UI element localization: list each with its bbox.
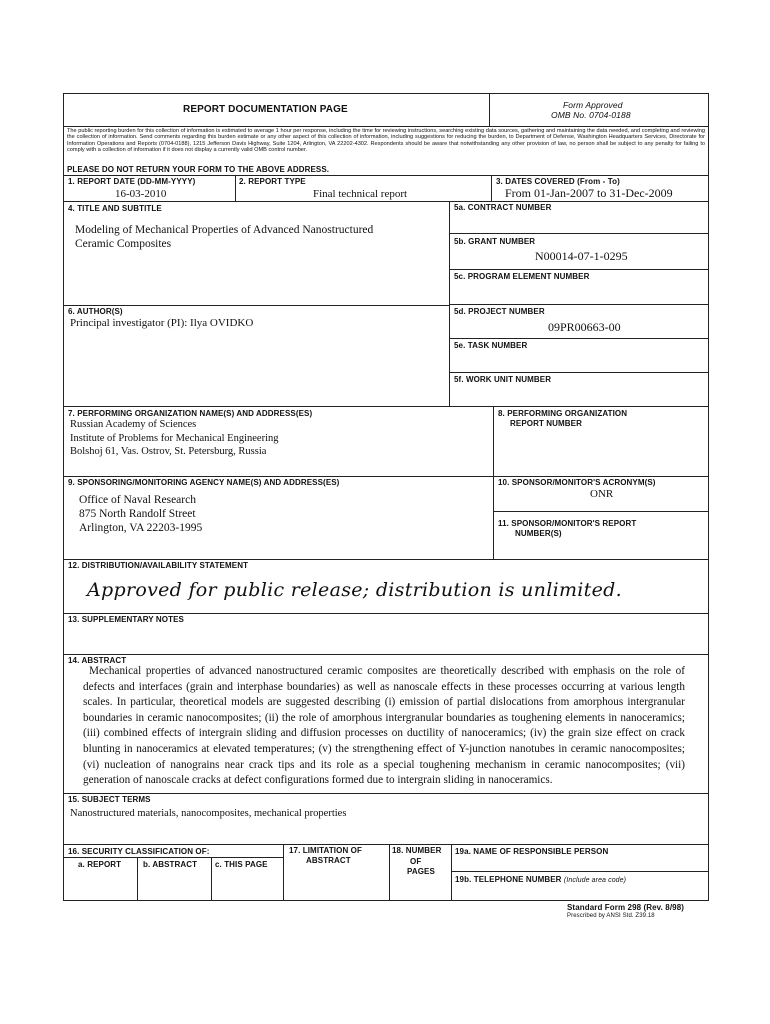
work-unit-label: 5f. WORK UNIT NUMBER (454, 375, 552, 384)
report-date-label: 1. REPORT DATE (DD-MM-YYYY) (68, 177, 196, 186)
project-number-value: 09PR00663-00 (548, 320, 621, 334)
responsible-person-label: 19a. NAME OF RESPONSIBLE PERSON (455, 847, 609, 856)
page-title: REPORT DOCUMENTATION PAGE (183, 104, 348, 115)
distribution-label: 12. DISTRIBUTION/AVAILABILITY STATEMENT (68, 561, 249, 570)
please-note: PLEASE DO NOT RETURN YOUR FORM TO THE ABOVE ADDRESS. (67, 165, 330, 174)
subject-terms-label: 15. SUBJECT TERMS (68, 795, 151, 804)
standard-form: Standard Form 298 (Rev. 8/98) (567, 903, 685, 912)
form-approved: Form Approved (563, 100, 623, 110)
authors-label: 6. AUTHOR(S) (68, 307, 123, 316)
performing-org-line-1: Russian Academy of Sciences (70, 419, 197, 430)
task-number-label: 5e. TASK NUMBER (454, 341, 528, 350)
grant-number-label: 5b. GRANT NUMBER (454, 237, 536, 246)
prescribed-by: Prescribed by ANSI Std. Z39.18 (567, 913, 655, 919)
dates-covered-label: 3. DATES COVERED (From - To) (496, 177, 620, 186)
limitation-label-1: 17. LIMITATION OF (289, 846, 362, 855)
title-label: 4. TITLE AND SUBTITLE (68, 204, 162, 213)
omb-number: OMB No. 0704-0188 (551, 110, 631, 120)
monitor-report-label-2: NUMBER(S) (515, 529, 562, 538)
sponsor-line-3: Arlington, VA 22203-1995 (79, 522, 203, 534)
performing-org-label: 7. PERFORMING ORGANIZATION NAME(S) AND ADDRESS(ES) (68, 409, 313, 418)
title-line-2: Ceramic Composites (75, 238, 172, 250)
performing-report-label-1: 8. PERFORMING ORGANIZATION (498, 409, 628, 418)
performing-org-line-3: Bolshoj 61, Vas. Ostrov, St. Petersburg, Russia (70, 446, 267, 457)
program-element-label: 5c. PROGRAM ELEMENT NUMBER (454, 272, 590, 281)
pages-label-2: OF (410, 857, 422, 866)
subject-terms-value: Nanostructured materials, nanocomposites, mechanical properties (70, 808, 347, 819)
report-type-value: Final technical report (313, 188, 408, 200)
performing-org-line-2: Institute of Problems for Mechanical Engineering (70, 433, 279, 444)
supplementary-notes-label: 13. SUPPLEMENTARY NOTES (68, 615, 184, 624)
grant-number-value: N00014-07-1-0295 (535, 249, 628, 263)
abstract-text: Mechanical properties of advanced nanostructured ceramic composites are theoretically described with emphasis on the role of defects and interfaces (grain and interphase boundaries) as well as nanoscale effects in these processes occurring at various length scales. In particular, theoretical models are suggested describing (i) emission of partial dislocations from amorphous intergranular boundaries in ceramic nanocomposites; (ii) the role of amorphous intergranular boundaries as toughening elements in nanoceramics; (iii) combined effects of intergrain sliding and diffusion processes on ductility of nanoceramics; (iv) the grain size effect on crack blunting in nanoceramics at elevated temperatures; (v) the strengthening effect of Y-junction nanotubes in ceramic nanocomposites; (vi) nucleation of nanograins near crack tips and its role as a special toughening mechanism in ceramic nanocomposites; (vii) generation of nanoscale cracks at defect configurations formed due to intergrain sliding in nanoceramics. (83, 665, 685, 787)
title-line-1: Modeling of Mechanical Properties of Advanced Nanostructured (75, 224, 374, 236)
pages-label-3: PAGES (407, 867, 435, 876)
security-report: a. REPORT (78, 860, 122, 869)
sponsor-line-2: 875 North Randolf Street (79, 508, 196, 520)
dates-covered-value: From 01-Jan-2007 to 31-Dec-2009 (505, 186, 673, 200)
monitor-report-label-1: 11. SPONSOR/MONITOR'S REPORT (498, 519, 637, 528)
report-documentation-form (63, 93, 709, 901)
security-this-page: c. THIS PAGE (215, 860, 268, 869)
burden-statement: The public reporting burden for this collection of information is estimated to average 1 hour per response, including the time for reviewing instructions, searching existing data sources, gathering and maintaining the data needed, and completing and reviewing the collection of information. Send comments regarding this burden estimate or any other aspect of this collection of information, including suggestions for reducing the burden, to Department of Defense, Washington Headquarters Services, Directorate for Information Operations and Reports (0704-0188), 1215 Jefferson Davis Highway, Suite 1204, Arlington, VA 22202-4302. Respondents should be aware that notwithstanding any other provision of law, no person shall be subject to any penalty for failing to comply with a collection of information if it does not display a currently valid OMB control number. (67, 128, 705, 154)
sponsoring-agency-label: 9. SPONSORING/MONITORING AGENCY NAME(S) AND ADDRESS(ES) (68, 478, 340, 487)
report-date-value: 16-03-2010 (115, 188, 167, 200)
report-type-label: 2. REPORT TYPE (239, 177, 306, 186)
performing-report-label-2: REPORT NUMBER (510, 419, 582, 428)
limitation-label-2: ABSTRACT (306, 856, 351, 865)
project-number-label: 5d. PROJECT NUMBER (454, 307, 545, 316)
acronym-value: ONR (590, 488, 614, 500)
abstract-label: 14. ABSTRACT (68, 656, 127, 665)
authors-value: Principal investigator (PI): Ilya OVIDKO (70, 317, 254, 329)
sponsor-line-1: Office of Naval Research (79, 494, 196, 506)
telephone-label: 19b. TELEPHONE NUMBER (Include area code) (455, 875, 627, 884)
security-abstract: b. ABSTRACT (143, 860, 198, 869)
pages-label-1: 18. NUMBER (392, 846, 442, 855)
acronym-label: 10. SPONSOR/MONITOR'S ACRONYM(S) (498, 478, 656, 487)
contract-number-label: 5a. CONTRACT NUMBER (454, 203, 552, 212)
security-classification-label: 16. SECURITY CLASSIFICATION OF: (68, 847, 210, 856)
distribution-statement: Approved for public release; distribution is unlimited. (87, 579, 622, 601)
